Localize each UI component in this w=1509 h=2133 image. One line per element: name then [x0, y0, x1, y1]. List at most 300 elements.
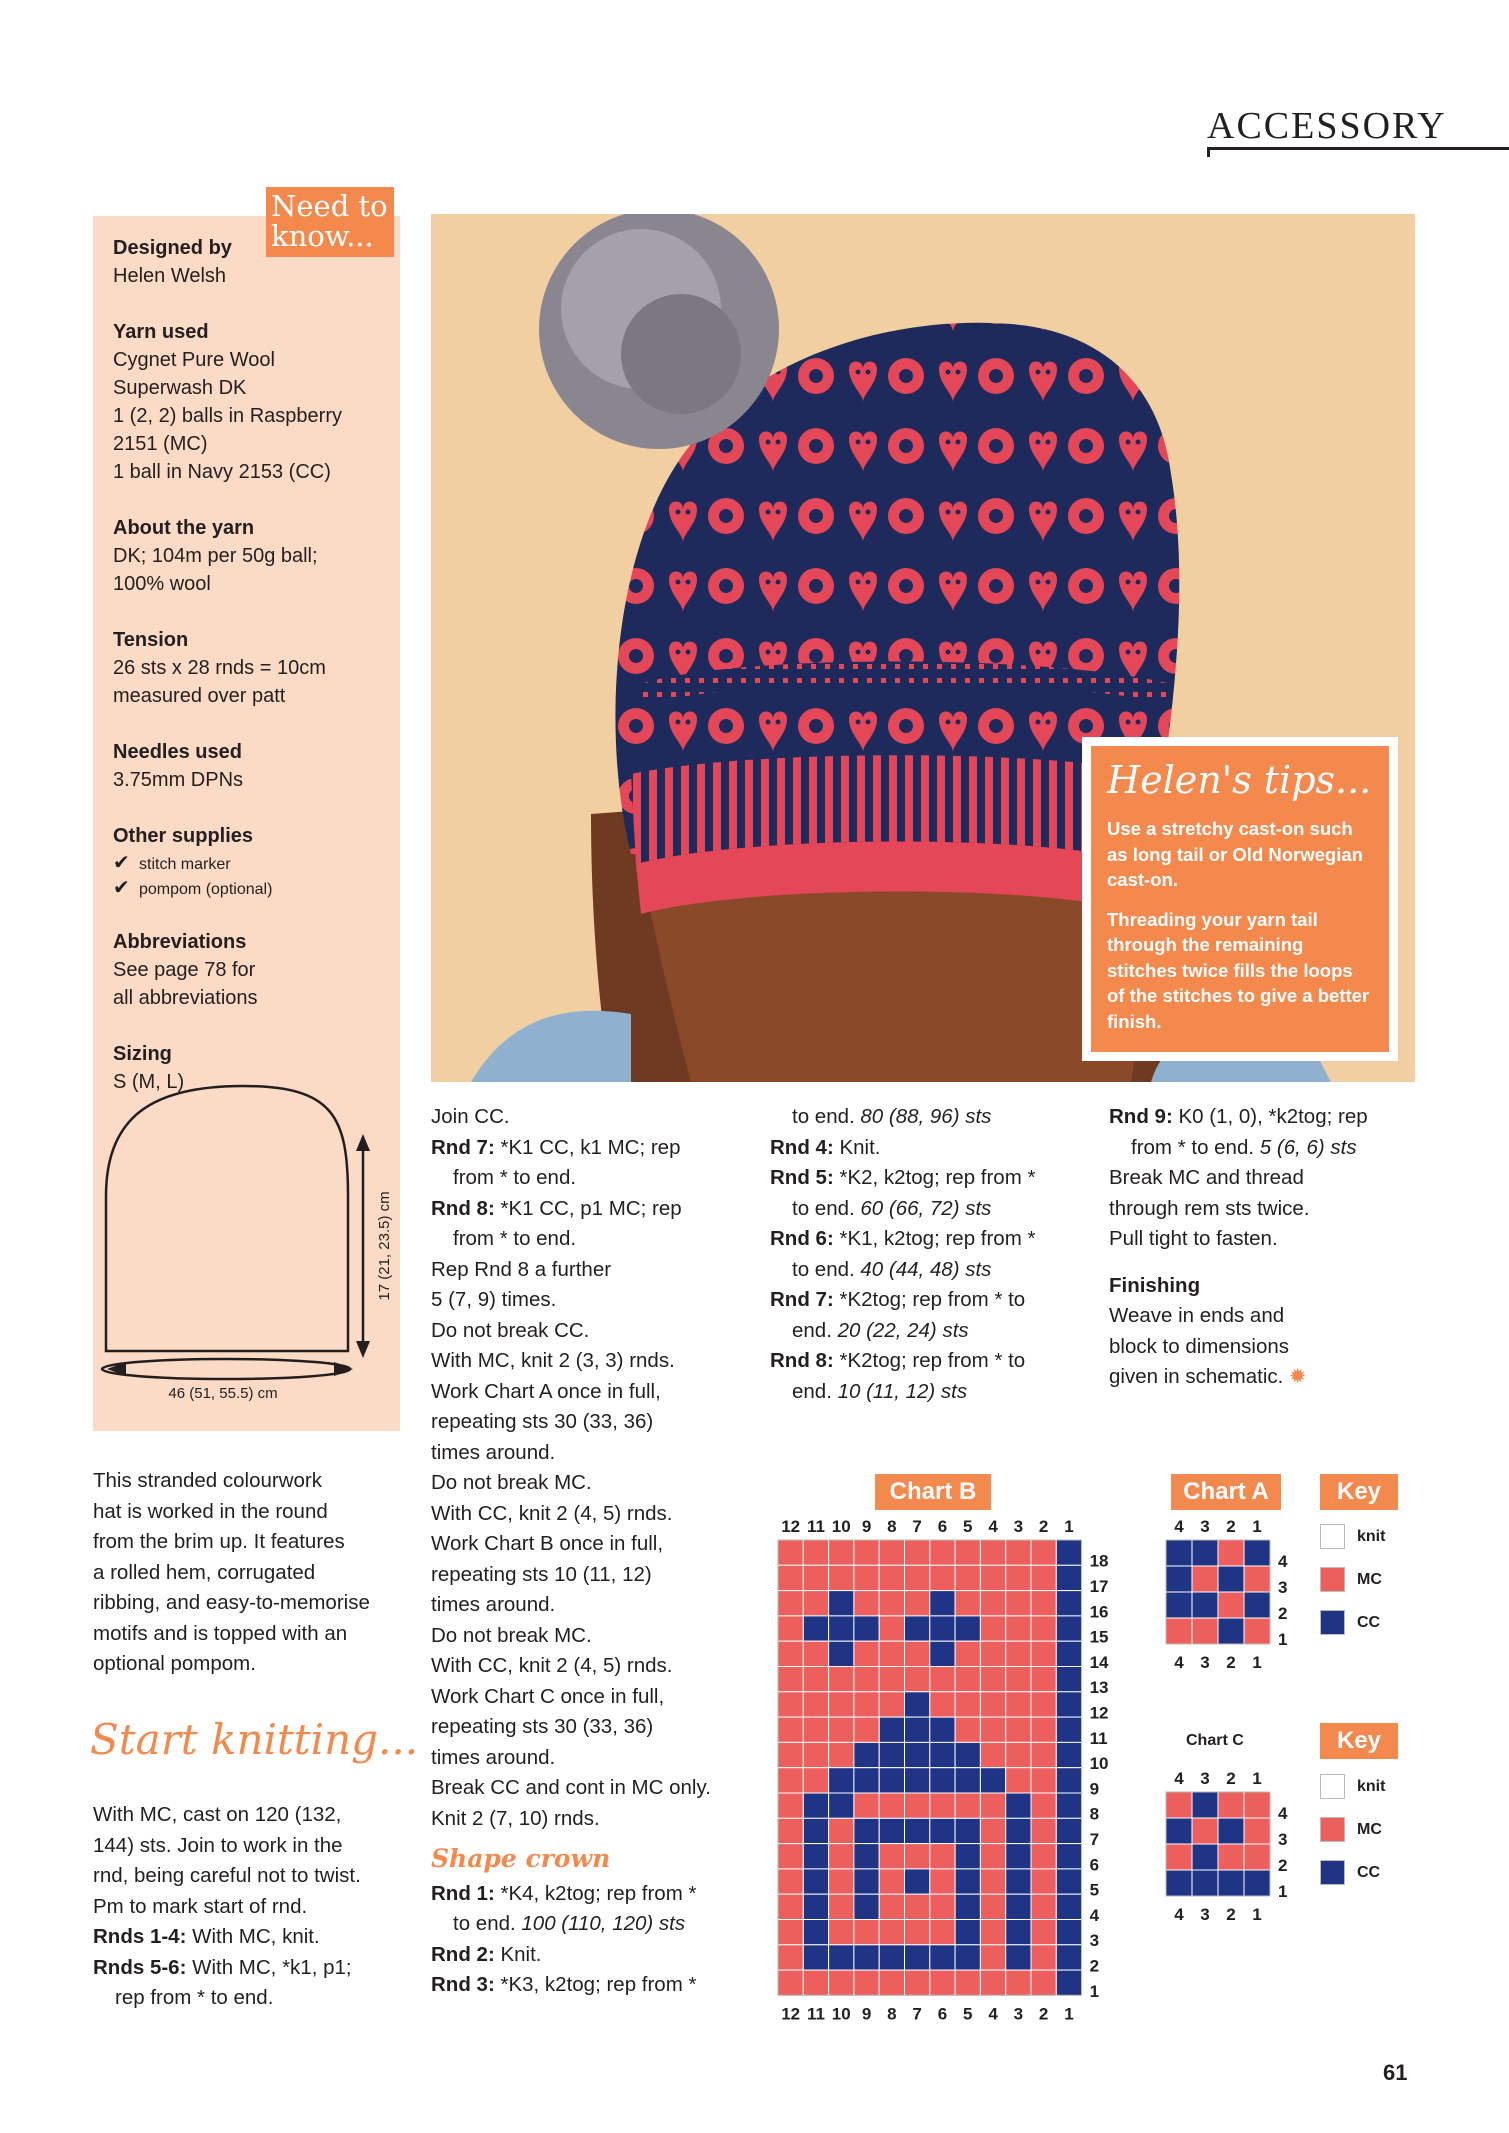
column-number: 4 [1174, 1517, 1184, 1536]
checklist-label: stitch marker [139, 856, 231, 873]
instruction-text: from * to end. [453, 1166, 577, 1189]
chart-b [770, 1510, 1130, 2045]
instruction-line [431, 1133, 741, 1164]
chart-cell [778, 1591, 803, 1616]
instruction-line [1109, 1163, 1399, 1194]
row-number: 2 [1278, 1856, 1288, 1875]
instruction-text: Pull tight to fasten. [1109, 1227, 1278, 1250]
chart-cell [1031, 1894, 1056, 1919]
chart-cell [980, 1793, 1005, 1818]
chart-cell [980, 1667, 1005, 1692]
key-label: Key [1320, 1474, 1398, 1510]
crown-finish-instructions [1109, 1102, 1399, 1255]
chart-cell [803, 1970, 828, 1995]
chart-cell [803, 1565, 828, 1590]
chart-cell [1006, 1818, 1031, 1843]
chart-cell [905, 1641, 930, 1666]
chart-cell [879, 1565, 904, 1590]
chart-cell [803, 1742, 828, 1767]
instruction-line [431, 1438, 741, 1469]
instruction-round-label: Rnd 3: [431, 1973, 495, 1996]
chart-cell [1006, 1793, 1031, 1818]
instruction-text: rnd, being careful not to twist. [93, 1864, 361, 1887]
chart-cell [1192, 1844, 1218, 1870]
chart-cell [879, 1844, 904, 1869]
chart-cell [1192, 1818, 1218, 1844]
chart-cell [1192, 1870, 1218, 1896]
instruction-text: With MC, knit 2 (3, 3) rnds. [431, 1349, 675, 1372]
instruction-line [93, 1983, 403, 2014]
chart-cell [803, 1793, 828, 1818]
chart-a [1158, 1510, 1298, 1670]
chart-cell [829, 1869, 854, 1894]
chart-cell [905, 1717, 930, 1742]
chart-cell [879, 1667, 904, 1692]
chart-cell [879, 1920, 904, 1945]
chart-cell [955, 1920, 980, 1945]
column-number: 10 [831, 1517, 851, 1536]
instruction-text: end. [792, 1379, 838, 1403]
chart-cell [1056, 1591, 1081, 1616]
chart-cell [1031, 1869, 1056, 1894]
instruction-line [431, 1194, 741, 1225]
chart-cell [854, 1793, 879, 1818]
row-number: 2 [1089, 1956, 1100, 1976]
tip-paragraph: Threading your yarn tail through the remaining stitches twice fills the loops of the stitches to give a better finish. [1107, 908, 1370, 1032]
chart-cell [955, 1793, 980, 1818]
chart-cell [1056, 1970, 1081, 1995]
row-number: 18 [1089, 1551, 1109, 1571]
row-number: 4 [1089, 1905, 1100, 1925]
instruction-line [93, 1831, 403, 1862]
chart-c [1158, 1762, 1298, 1922]
instruction-line [770, 1377, 1080, 1408]
column-number: 3 [1013, 2004, 1024, 2024]
chart-cell [829, 1894, 854, 1919]
instruction-line [431, 1377, 741, 1408]
chart-cell [778, 1894, 803, 1919]
key-item-mc [1320, 1817, 1382, 1842]
chart-cell [1218, 1540, 1244, 1566]
fact-block [113, 738, 393, 794]
instruction-text: to end. [792, 1196, 861, 1220]
chart-c-label: Chart C [1186, 1732, 1244, 1749]
chart-cell [1006, 1869, 1031, 1894]
column-number: 11 [806, 1517, 825, 1536]
instruction-round-label: Rnd 7: [431, 1135, 495, 1159]
instruction-line [431, 1407, 741, 1438]
chart-cell [854, 1768, 879, 1793]
chart-cell [980, 1591, 1005, 1616]
row-number: 1 [1278, 1882, 1288, 1901]
fact-title: Designed by [113, 237, 232, 259]
shape-crown-heading: Shape crown [431, 1844, 611, 1873]
chart-cell [1244, 1540, 1270, 1566]
chart-cell [879, 1692, 904, 1717]
chart-cell [1006, 1768, 1031, 1793]
fact-line: 1 (2, 2) balls in Raspberry [113, 405, 342, 427]
chart-cell [879, 1616, 904, 1641]
chart-cell [1031, 1565, 1056, 1590]
fact-block [113, 928, 393, 1012]
chart-cell [854, 1818, 879, 1843]
chart-cell [854, 1565, 879, 1590]
instruction-line [770, 1102, 1080, 1133]
instruction-text: Work Chart B once in full, [431, 1532, 664, 1555]
instruction-text: Knit 2 (7, 10) rnds. [431, 1806, 600, 1830]
chart-cell [854, 1616, 879, 1641]
chart-cell [829, 1945, 854, 1970]
mc-swatch [1320, 1567, 1345, 1592]
chart-cell [1192, 1540, 1218, 1566]
chart-cell [1218, 1818, 1244, 1844]
chart-cell [1166, 1792, 1192, 1818]
instruction-text: *K1 CC, p1 MC; rep [494, 1196, 682, 1220]
column-number: 2 [1226, 1905, 1236, 1922]
instruction-text: Do not break MC. [431, 1623, 592, 1647]
chart-cell [778, 1970, 803, 1995]
chart-cell [879, 1894, 904, 1919]
chart-cell [980, 1717, 1005, 1742]
instruction-line [770, 1163, 1080, 1194]
instruction-round-label: Rnd 6: [770, 1227, 834, 1250]
fact-title: Other supplies [113, 825, 254, 847]
fact-title: About the yarn [113, 517, 255, 539]
column-number: 4 [988, 2004, 998, 2024]
chart-cell [980, 1540, 1005, 1565]
chart-cell [980, 1894, 1005, 1919]
hat-schematic [93, 1076, 400, 1406]
chart-cell [879, 1869, 904, 1894]
stitch-count: 5 (6, 6) sts [1259, 1135, 1357, 1159]
checklist-label: pompom (optional) [139, 881, 273, 898]
finishing-line: given in schematic. ✹ [1109, 1365, 1307, 1388]
instruction-text: *K2tog; rep from * to [833, 1288, 1026, 1311]
chart-cell [980, 1616, 1005, 1641]
pattern-column-1 [431, 1102, 741, 2001]
fact-line: Superwash DK [113, 377, 247, 399]
chart-cell [980, 1742, 1005, 1767]
column-number: 12 [781, 1517, 801, 1536]
section-rule [1207, 147, 1509, 150]
chart-cell [1244, 1566, 1270, 1592]
instruction-line [431, 1529, 741, 1560]
instruction-text: Work Chart A once in full, [431, 1379, 661, 1403]
chart-cell [803, 1717, 828, 1742]
chart-cell [1031, 1692, 1056, 1717]
page-number: 61 [1383, 2060, 1408, 2085]
instruction-line [431, 1285, 741, 1316]
instruction-round-label: Rnd 2: [431, 1942, 495, 1966]
fact-block [113, 626, 393, 710]
start-knitting-heading: Start knitting... [90, 1715, 419, 1764]
key-item-label: knit [1357, 1527, 1386, 1545]
column-number: 1 [1252, 1905, 1262, 1922]
instruction-line [93, 1922, 403, 1953]
tips-title: Helen's tips... [1107, 758, 1372, 802]
chart-cell [1218, 1844, 1244, 1870]
instruction-line [1109, 1102, 1399, 1133]
chart-cell [829, 1970, 854, 1995]
key-item-cc [1320, 1610, 1380, 1635]
fact-title: Needles used [113, 741, 242, 763]
chart-cell [905, 1768, 930, 1793]
chart-cell [905, 1591, 930, 1616]
chart-cell [905, 1742, 930, 1767]
chart-b-label: Chart B [875, 1474, 991, 1510]
instruction-text: Join CC. [431, 1105, 510, 1128]
row-number: 4 [1278, 1552, 1288, 1571]
chart-cell [1244, 1870, 1270, 1896]
chart-cell [905, 1692, 930, 1717]
chart-cell [955, 1869, 980, 1894]
row-number: 14 [1089, 1652, 1109, 1672]
chart-cell [778, 1641, 803, 1666]
instruction-text: from * to end. [453, 1227, 577, 1250]
instruction-text: repeating sts 30 (33, 36) [431, 1410, 654, 1433]
key-item-label: CC [1357, 1863, 1381, 1881]
instruction-round-label: Rnd 7: [770, 1288, 834, 1311]
instruction-text: *K4, k2tog; rep from * [494, 1881, 697, 1905]
chart-cell [829, 1565, 854, 1590]
chart-cell [930, 1540, 955, 1565]
chart-cell [980, 1641, 1005, 1666]
fact-list [113, 234, 393, 1124]
instruction-line [431, 1712, 741, 1743]
chart-cell [1031, 1945, 1056, 1970]
chart-cell [905, 1869, 930, 1894]
chart-cell [1056, 1641, 1081, 1666]
column-number: 2 [1226, 1769, 1236, 1788]
instruction-round-label: Rnd 4: [770, 1135, 834, 1159]
chart-cell [829, 1641, 854, 1666]
chart-cell [829, 1591, 854, 1616]
row-number: 9 [1089, 1779, 1100, 1799]
instruction-text: With CC, knit 2 (4, 5) rnds. [431, 1501, 673, 1525]
instruction-text: *K2tog; rep from * to [833, 1349, 1026, 1372]
fact-line: all abbreviations [113, 987, 258, 1009]
instruction-line [431, 1468, 741, 1499]
chart-cell [1056, 1540, 1081, 1565]
chart-cell [955, 1616, 980, 1641]
chart-cell [930, 1591, 955, 1616]
chart-cell [1166, 1844, 1192, 1870]
instruction-line [431, 1560, 741, 1591]
instruction-line [431, 1970, 741, 2001]
finishing-heading: Finishing [1109, 1273, 1201, 1297]
finishing-line: block to dimensions [1109, 1334, 1290, 1358]
chart-cell [1031, 1667, 1056, 1692]
key-item-knit [1320, 1774, 1385, 1799]
chart-cell [854, 1894, 879, 1919]
key-item-mc [1320, 1567, 1382, 1592]
instruction-text: *K2, k2tog; rep from * [833, 1166, 1036, 1189]
column-number: 2 [1226, 1653, 1236, 1670]
intro-line: from the brim up. It features [93, 1530, 345, 1553]
instruction-line [93, 1953, 403, 1984]
column-number: 7 [912, 1517, 922, 1536]
chart-cell [905, 1920, 930, 1945]
chart-cell [955, 1591, 980, 1616]
chart-cell [905, 1945, 930, 1970]
key-item-cc [1320, 1860, 1380, 1885]
chart-cell [778, 1540, 803, 1565]
instruction-line [431, 1346, 741, 1377]
chart-cell [854, 1869, 879, 1894]
chart-cell [803, 1844, 828, 1869]
chart-cell [1166, 1592, 1192, 1618]
chart-cell [854, 1717, 879, 1742]
chart-cell [803, 1540, 828, 1565]
fact-line: S (M, L) [113, 1071, 185, 1093]
chart-cell [778, 1565, 803, 1590]
chart-cell [854, 1970, 879, 1995]
instruction-text: from * to end. [1131, 1135, 1260, 1159]
chart-cell [980, 1692, 1005, 1717]
key-item-label: CC [1357, 1613, 1381, 1631]
chart-cell [854, 1641, 879, 1666]
chart-cell [1006, 1717, 1031, 1742]
helens-tips-box [1082, 737, 1398, 1061]
chart-cell [930, 1894, 955, 1919]
column-number: 6 [937, 2004, 948, 2024]
chart-cell [980, 1565, 1005, 1590]
instruction-text: With CC, knit 2 (4, 5) rnds. [431, 1654, 673, 1677]
chart-cell [803, 1667, 828, 1692]
chart-cell [1056, 1616, 1081, 1641]
fact-title: Tension [113, 629, 189, 651]
chart-cell [829, 1616, 854, 1641]
chart-cell [955, 1894, 980, 1919]
chart-cell [1056, 1818, 1081, 1843]
instruction-round-label: Rnds 1-4: [93, 1925, 187, 1948]
chart-cell [829, 1742, 854, 1767]
column-number: 9 [861, 1517, 872, 1536]
chart-cell [930, 1970, 955, 1995]
tip-paragraph: Use a stretchy cast-on such as long tail or Old Norwegian cast-on. [1107, 818, 1363, 890]
instruction-line [431, 1316, 741, 1347]
instruction-text: to end. [792, 1257, 861, 1281]
chart-cell [803, 1818, 828, 1843]
chart-cell [803, 1945, 828, 1970]
fact-title: Yarn used [113, 321, 209, 343]
fact-line: Cygnet Pure Wool [113, 349, 275, 371]
row-number: 11 [1089, 1728, 1108, 1748]
chart-cell [1166, 1818, 1192, 1844]
chart-cell [854, 1920, 879, 1945]
instruction-line [431, 1879, 741, 1910]
instruction-round-label: Rnds 5-6: [93, 1955, 187, 1979]
fact-line: 100% wool [113, 573, 211, 595]
chart-cell [1056, 1717, 1081, 1742]
chart-cell [1192, 1792, 1218, 1818]
chart-cell [1031, 1591, 1056, 1616]
instruction-text: Rep Rnd 8 a further [431, 1257, 612, 1281]
chart-cell [1166, 1566, 1192, 1592]
instruction-line [431, 1224, 741, 1255]
chart-cell [1031, 1641, 1056, 1666]
instruction-line [1109, 1194, 1399, 1225]
chart-cell [955, 1818, 980, 1843]
chart-cell [1006, 1970, 1031, 1995]
fact-title: Sizing [113, 1043, 172, 1065]
chart-cell [829, 1793, 854, 1818]
chart-cell [829, 1692, 854, 1717]
chart-cell [778, 1667, 803, 1692]
knit-swatch [1320, 1774, 1345, 1799]
chart-cell [803, 1591, 828, 1616]
fact-line: 2151 (MC) [113, 433, 208, 455]
chart-cell [879, 1717, 904, 1742]
chart-cell [829, 1920, 854, 1945]
chart-cell [1244, 1618, 1270, 1644]
instruction-text: K0 (1, 0), *k2tog; rep [1172, 1105, 1368, 1128]
instruction-text: With MC, cast on 120 (132, [93, 1803, 342, 1826]
chart-cell [955, 1565, 980, 1590]
chart-cell [778, 1844, 803, 1869]
instruction-line [770, 1346, 1080, 1377]
chart-cell [778, 1717, 803, 1742]
chart-cell [1218, 1870, 1244, 1896]
section-title: ACCESSORY [1207, 105, 1447, 147]
chart-cell [879, 1768, 904, 1793]
chart-cell [1056, 1945, 1081, 1970]
row-number: 17 [1089, 1576, 1109, 1596]
chart-cell [1218, 1618, 1244, 1644]
chart-cell [778, 1768, 803, 1793]
section-rule-tick [1207, 147, 1210, 157]
instruction-text: rep from * to end. [115, 1986, 274, 2009]
chart-cell [1056, 1768, 1081, 1793]
instruction-line [431, 1651, 741, 1682]
column-number: 9 [861, 2004, 872, 2024]
chart-cell [905, 1540, 930, 1565]
chart-cell [803, 1692, 828, 1717]
chart-cell [1031, 1717, 1056, 1742]
row-number: 1 [1089, 1981, 1100, 2001]
chart-cell [1056, 1894, 1081, 1919]
chart-cell [1056, 1793, 1081, 1818]
column-number: 12 [781, 2004, 801, 2024]
column-number: 1 [1064, 1517, 1074, 1536]
chart-cell [930, 1768, 955, 1793]
chart-cell [1031, 1742, 1056, 1767]
key-item-label: MC [1357, 1820, 1382, 1838]
instruction-text: Do not break MC. [431, 1471, 592, 1494]
instruction-text: Break CC and cont in MC only. [431, 1776, 711, 1799]
chart-cell [854, 1692, 879, 1717]
chart-cell [1006, 1742, 1031, 1767]
chart-cell [829, 1768, 854, 1793]
chart-cell [930, 1692, 955, 1717]
column-number: 4 [988, 1517, 998, 1536]
instruction-round-label: Rnd 5: [770, 1166, 834, 1189]
instruction-round-label: Rnd 1: [431, 1881, 495, 1905]
fact-line: measured over patt [113, 685, 286, 707]
instruction-line [770, 1255, 1080, 1286]
chart-cell [955, 1667, 980, 1692]
intro-paragraph [93, 1466, 403, 1680]
chart-cell [1192, 1592, 1218, 1618]
body-instructions [431, 1102, 741, 1834]
chart-cell [1244, 1818, 1270, 1844]
chart-cell [930, 1793, 955, 1818]
chart-cell [955, 1692, 980, 1717]
intro-line: motifs and is topped with an [93, 1621, 348, 1645]
instruction-line [431, 1590, 741, 1621]
stitch-count: 10 (11, 12) sts [837, 1379, 968, 1403]
chart-cell [854, 1540, 879, 1565]
